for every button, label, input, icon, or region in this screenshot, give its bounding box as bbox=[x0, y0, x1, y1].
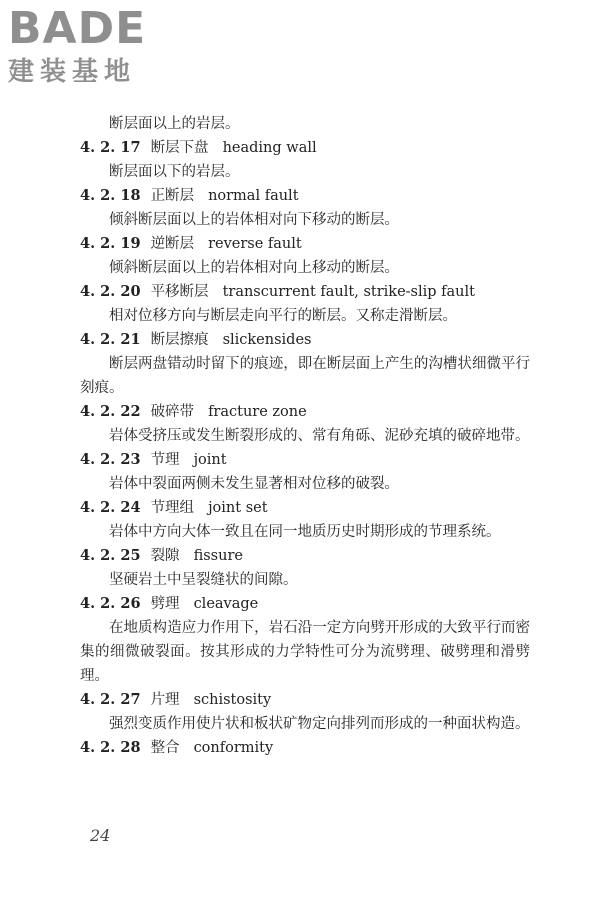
entry-term-zh: 逆断层 bbox=[150, 236, 195, 252]
entry-number: 4. 2. 21 bbox=[80, 331, 141, 348]
entry-heading bbox=[80, 688, 530, 712]
entry-number: 4. 2. 18 bbox=[80, 187, 141, 204]
entry-term-en: schistosity bbox=[193, 692, 272, 708]
logo-brand: BADE bbox=[8, 3, 147, 54]
entry-definition: 岩体中裂面两侧未发生显著相对位移的破裂。 bbox=[109, 476, 399, 492]
entry-number: 4. 2. 20 bbox=[80, 283, 141, 300]
bade-logo bbox=[8, 4, 188, 94]
entry-definition: 岩体受挤压或发生断裂形成的、常有角砾、泥砂充填的破碎地带。 bbox=[109, 428, 530, 444]
entry-term-zh: 断层擦痕 bbox=[150, 332, 209, 348]
entry-term-zh: 正断层 bbox=[150, 188, 195, 204]
entry-heading bbox=[80, 280, 530, 304]
entry-number: 4. 2. 19 bbox=[80, 235, 141, 252]
entry-heading bbox=[80, 736, 530, 760]
entry-heading bbox=[80, 496, 530, 520]
entry-definition: 倾斜断层面以上的岩体相对向下移动的断层。 bbox=[109, 212, 399, 228]
entry-term-zh: 片理 bbox=[150, 692, 180, 708]
entry-heading bbox=[80, 592, 530, 616]
entry-definition: 断层两盘错动时留下的痕迹，即在断层面上产生的沟槽状细微平行刻痕。 bbox=[80, 356, 530, 396]
entry-term-en: joint bbox=[193, 452, 227, 468]
entry-term-zh: 劈理 bbox=[150, 596, 180, 612]
entry-term-en: fracture zone bbox=[208, 404, 307, 420]
entry-number: 4. 2. 27 bbox=[80, 691, 141, 708]
entry-term-zh: 裂隙 bbox=[150, 548, 180, 564]
entry-term-en: heading wall bbox=[222, 140, 317, 156]
entry-heading bbox=[80, 400, 530, 424]
entry-heading bbox=[80, 136, 530, 160]
entry-number: 4. 2. 22 bbox=[80, 403, 141, 420]
entry-term-en: fissure bbox=[193, 548, 243, 564]
entry-term-en: transcurrent fault, strike-slip fault bbox=[222, 284, 475, 300]
entry-definition: 岩体中方向大体一致且在同一地质历史时期形成的节理系统。 bbox=[109, 524, 501, 540]
entry-list bbox=[80, 136, 530, 760]
entry-term-zh: 平移断层 bbox=[150, 284, 209, 300]
entry-number: 4. 2. 28 bbox=[80, 739, 141, 756]
entry-number: 4. 2. 23 bbox=[80, 451, 141, 468]
entry-term-en: reverse fault bbox=[208, 236, 302, 252]
entry-definition: 倾斜断层面以上的岩体相对向上移动的断层。 bbox=[109, 260, 399, 276]
intro-text: 断层面以上的岩层。 bbox=[109, 116, 240, 132]
entry-heading bbox=[80, 448, 530, 472]
entry-term-en: normal fault bbox=[208, 188, 299, 204]
entry-term-en: cleavage bbox=[193, 596, 259, 612]
entry-term-zh: 整合 bbox=[150, 740, 180, 756]
entry-term-en: conformity bbox=[193, 740, 274, 756]
entry-term-zh: 节理 bbox=[150, 452, 180, 468]
entry-term-zh: 破碎带 bbox=[150, 404, 195, 420]
entry-number: 4. 2. 25 bbox=[80, 547, 141, 564]
logo-subtitle: 建装基地 bbox=[8, 57, 137, 87]
entry-number: 4. 2. 17 bbox=[80, 139, 141, 156]
entry-term-zh: 断层下盘 bbox=[150, 140, 209, 156]
entry-heading bbox=[80, 184, 530, 208]
entry-heading bbox=[80, 232, 530, 256]
page-number: 24 bbox=[90, 826, 111, 845]
entry-definition: 断层面以下的岩层。 bbox=[109, 164, 240, 180]
entry-heading bbox=[80, 544, 530, 568]
entry-term-en: slickensides bbox=[222, 332, 312, 348]
entry-definition: 强烈变质作用使片状和板状矿物定向排列而形成的一种面状构造。 bbox=[109, 716, 530, 732]
entry-term-en: joint set bbox=[208, 500, 268, 516]
entry-number: 4. 2. 26 bbox=[80, 595, 141, 612]
glossary-content bbox=[80, 112, 530, 760]
entry-definition: 在地质构造应力作用下，岩石沿一定方向劈开形成的大致平行而密集的细微破裂面。按其形成的力学特性可分为流劈理、破劈理和滑劈理。 bbox=[80, 620, 530, 684]
entry-heading bbox=[80, 328, 530, 352]
entry-number: 4. 2. 24 bbox=[80, 499, 141, 516]
entry-definition: 坚硬岩土中呈裂缝状的间隙。 bbox=[109, 572, 298, 588]
entry-definition: 相对位移方向与断层走向平行的断层。又称走滑断层。 bbox=[109, 308, 457, 324]
entry-term-zh: 节理组 bbox=[150, 500, 195, 516]
